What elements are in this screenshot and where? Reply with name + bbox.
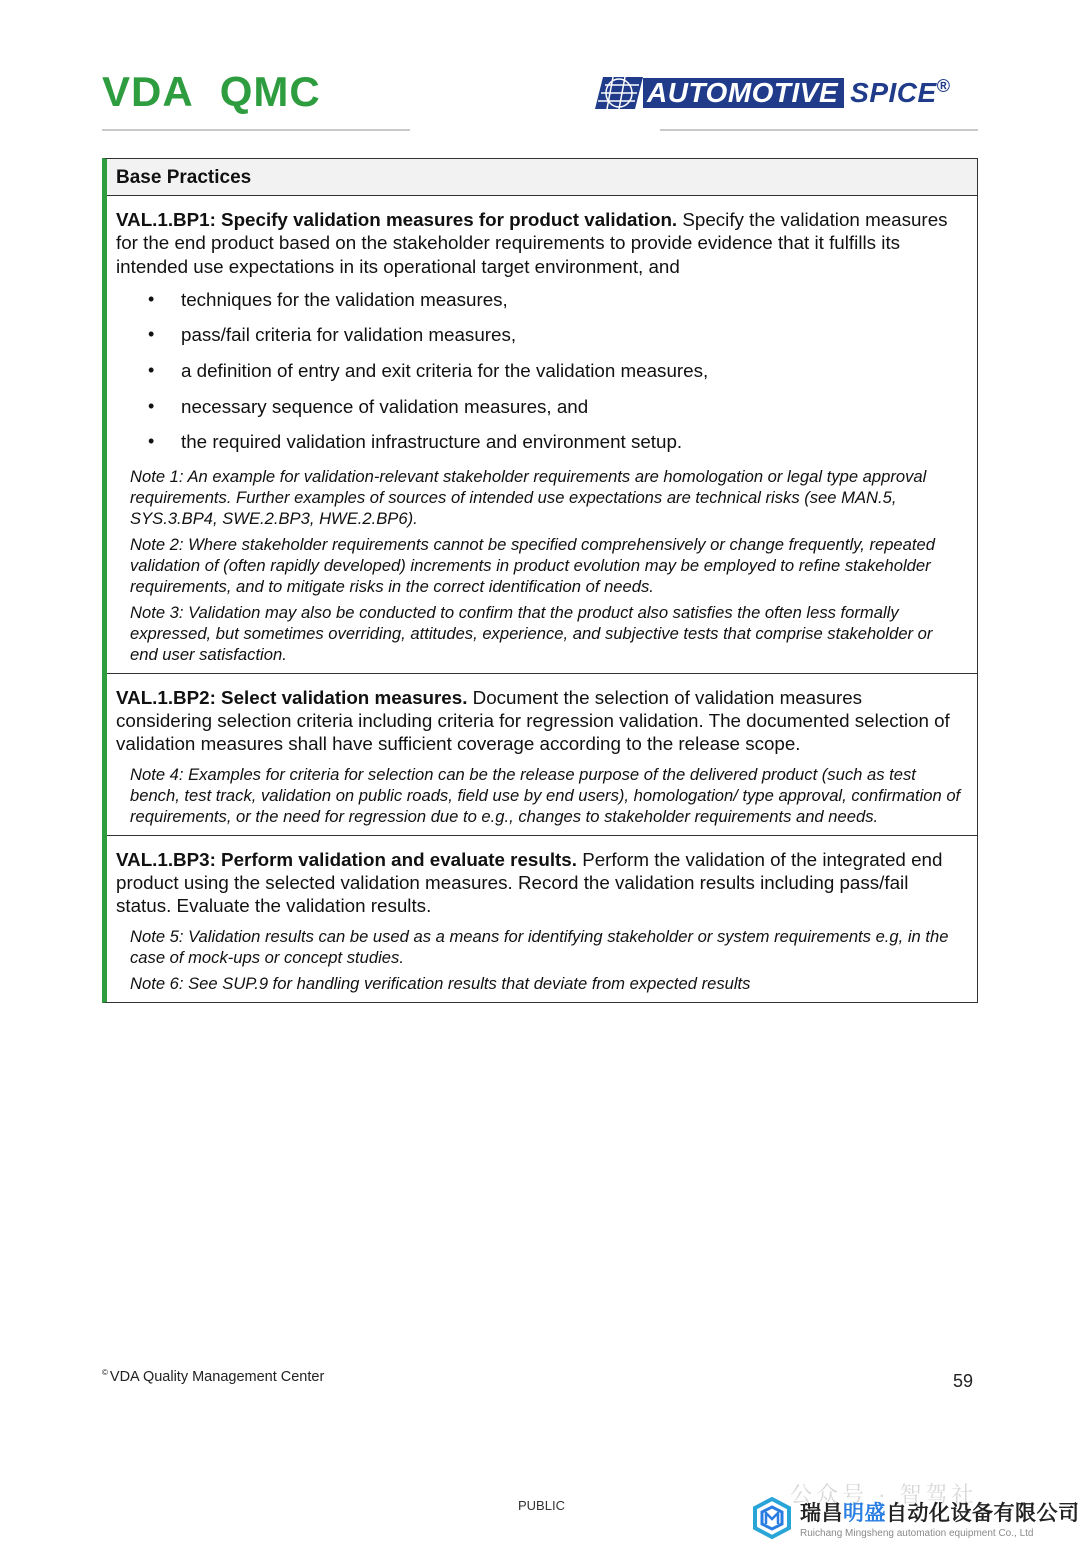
list-item: • the required validation infrastructure and environment setup. bbox=[148, 430, 963, 453]
bp2-cell bbox=[107, 674, 977, 836]
bp1-text: Specify the validation measures for the end product based on the stakeholder requirements to provide evidence that it fulfills its intended use expectations in its operational target environment, and bbox=[116, 209, 948, 277]
note-5: Note 5: Validation results can be used as a means for identifying stakeholder or system requirements e.g, in the case of mock-ups or concept studies. bbox=[130, 926, 949, 967]
bp2-paragraph bbox=[116, 686, 963, 756]
header-rule-left bbox=[102, 129, 410, 131]
watermark-company-english: Ruichang Mingsheng automation equipment Co., Ltd bbox=[800, 1528, 1034, 1539]
classification-label: PUBLIC bbox=[518, 1498, 565, 1513]
copyright-text: VDA Quality Management Center bbox=[109, 1368, 325, 1385]
note-6: Note 6: See SUP.9 for handling verification results that deviate from expected results bbox=[130, 973, 751, 993]
page-number: 59 bbox=[953, 1371, 974, 1391]
spice-word-text: SPICE bbox=[850, 77, 937, 108]
bp2-text: Document the selection of validation measures considering selection criteria including criteria for regression validation. The documented selection of validation measures shall have sufficient coverage according to the release scope. bbox=[116, 686, 950, 755]
vda-logo-text: VDA bbox=[102, 68, 194, 115]
qmc-logo-text: QMC bbox=[219, 68, 321, 115]
bp1-title: VAL.1.BP1: Specify validation measures for product validation. bbox=[116, 209, 678, 230]
vda-qmc-logo bbox=[102, 68, 321, 116]
bp1-paragraph bbox=[116, 208, 963, 278]
globe-icon bbox=[595, 77, 643, 109]
table-heading: Base Practices bbox=[107, 159, 977, 196]
base-practices-table bbox=[102, 158, 978, 1003]
list-item: • techniques for the validation measures, bbox=[148, 288, 963, 311]
note-4: Note 4: Examples for criteria for selection can be the release purpose of the delivered product (such as test bench, test track, validation on public roads, field use by end users), homologation/ type approval, confirmation of requirements, or the need for regression due to e.g., changes to stakeholder requirements and needs. bbox=[130, 764, 961, 826]
bp3-cell bbox=[107, 836, 977, 1002]
bp3-paragraph bbox=[116, 848, 963, 918]
company-name-highlight: 明盛 bbox=[843, 1502, 886, 1525]
list-item: • necessary sequence of validation measures, and bbox=[148, 395, 963, 418]
note-1: Note 1: An example for validation-relevant stakeholder requirements are homologation or legal type approval requirements. Further examples of sources of intended use expectations are technical risks (see MAN.5, SYS.3.BP4, SWE.2.BP3, HWE.2.BP6). bbox=[130, 466, 927, 528]
bp3-text: Perform the validation of the integrated end product using the selected validation measures. Record the validation results including pass/fail status. Evaluate the validation results. bbox=[116, 848, 943, 917]
copyright-symbol: © bbox=[102, 1368, 108, 1377]
registered-mark: ® bbox=[936, 76, 950, 96]
page-header bbox=[0, 0, 1080, 140]
list-item: • a definition of entry and exit criteria for the validation measures, bbox=[148, 359, 963, 382]
watermark-faint-text: 公众号 · 智驾社 bbox=[790, 1482, 978, 1507]
bp1-bullet-list bbox=[148, 288, 963, 453]
company-name-part-a: 瑞昌 bbox=[800, 1502, 843, 1525]
note-3: Note 3: Validation may also be conducted to confirm that the product also satisfies the often less formally expressed, but sometimes overriding, attitudes, experience, and subjective tests that comprise stakeholder or end user satisfaction. bbox=[130, 602, 933, 664]
note-2: Note 2: Where stakeholder requirements cannot be specified comprehensively or change frequently, repeated validation of (often rapidly developed) increments in product evolution may be employed to refine stakeholder requirements, and to mitigate risks in the correct identification of needs. bbox=[130, 534, 935, 596]
company-name-part-b: 自动化设备有限公司 bbox=[886, 1502, 1080, 1525]
automotive-spice-logo bbox=[595, 76, 950, 110]
list-item: • pass/fail criteria for validation measures, bbox=[148, 323, 963, 346]
company-logo-icon bbox=[752, 1497, 792, 1539]
watermark-brand bbox=[752, 1497, 1080, 1539]
bp2-title: VAL.1.BP2: Select validation measures. bbox=[116, 686, 468, 708]
header-rule-right bbox=[660, 129, 978, 131]
spice-band-text: AUTOMOTIVE bbox=[643, 78, 844, 108]
watermark-company-name bbox=[800, 1497, 1080, 1527]
bp1-cell bbox=[107, 196, 977, 674]
bp3-title: VAL.1.BP3: Perform validation and evaluate results. bbox=[116, 848, 577, 870]
copyright-notice bbox=[102, 1368, 324, 1385]
